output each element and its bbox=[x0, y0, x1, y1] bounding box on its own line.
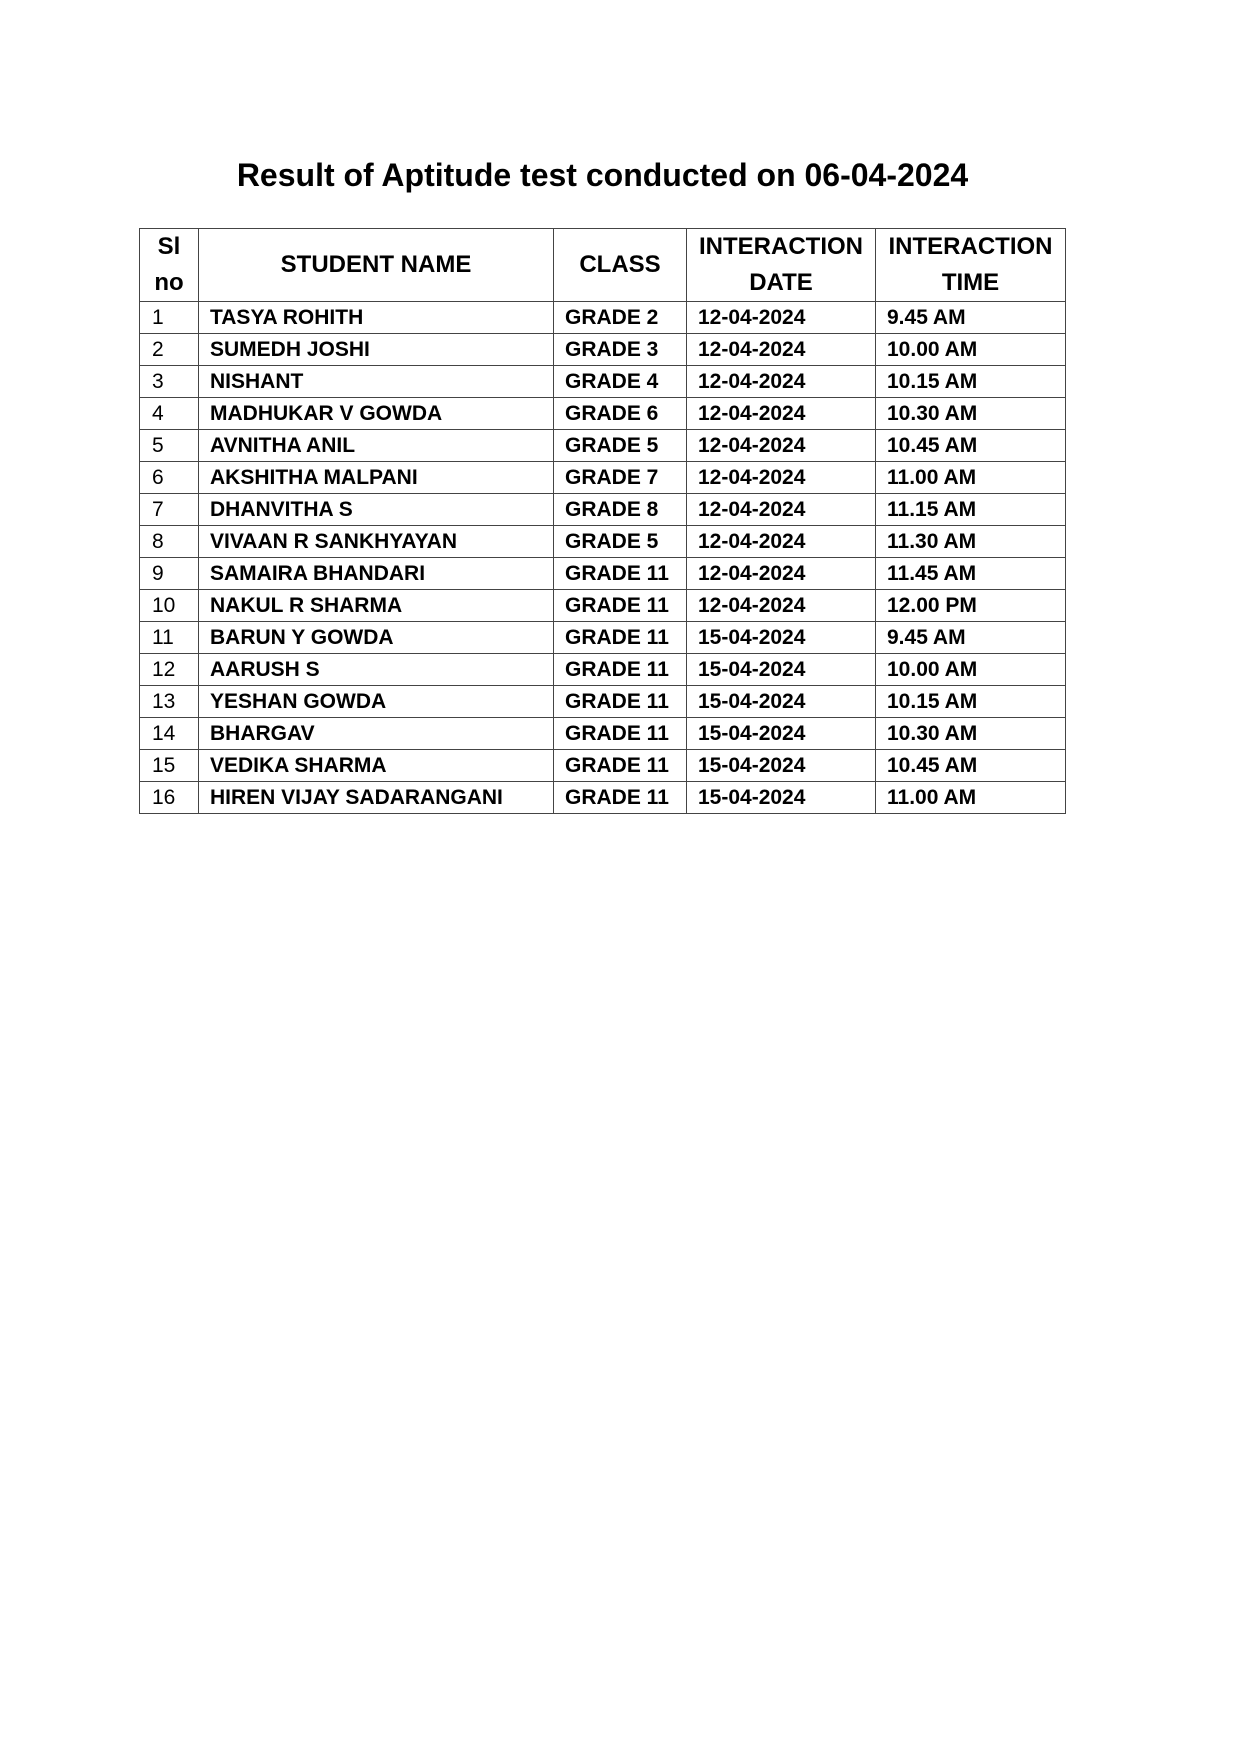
cell-class: GRADE 3 bbox=[554, 334, 687, 366]
cell-interaction-time: 9.45 AM bbox=[876, 622, 1066, 654]
cell-interaction-time: 10.45 AM bbox=[876, 430, 1066, 462]
cell-interaction-date: 15-04-2024 bbox=[687, 718, 876, 750]
header-interaction-date bbox=[687, 229, 876, 302]
cell-sl-no: 5 bbox=[140, 430, 199, 462]
cell-class: GRADE 7 bbox=[554, 462, 687, 494]
cell-sl-no: 12 bbox=[140, 654, 199, 686]
table-row bbox=[140, 462, 1066, 494]
cell-sl-no: 16 bbox=[140, 782, 199, 814]
cell-sl-no: 8 bbox=[140, 526, 199, 558]
cell-student-name: BHARGAV bbox=[199, 718, 554, 750]
cell-sl-no: 1 bbox=[140, 302, 199, 334]
table-row bbox=[140, 686, 1066, 718]
cell-sl-no: 4 bbox=[140, 398, 199, 430]
table-row bbox=[140, 494, 1066, 526]
table-row bbox=[140, 334, 1066, 366]
cell-class: GRADE 11 bbox=[554, 782, 687, 814]
cell-interaction-date: 12-04-2024 bbox=[687, 526, 876, 558]
table-row bbox=[140, 430, 1066, 462]
cell-class: GRADE 8 bbox=[554, 494, 687, 526]
cell-sl-no: 2 bbox=[140, 334, 199, 366]
cell-interaction-time: 10.15 AM bbox=[876, 366, 1066, 398]
cell-class: GRADE 11 bbox=[554, 750, 687, 782]
header-sl-no bbox=[140, 229, 199, 302]
cell-interaction-time: 10.30 AM bbox=[876, 718, 1066, 750]
table-row bbox=[140, 622, 1066, 654]
cell-class: GRADE 11 bbox=[554, 558, 687, 590]
cell-interaction-date: 15-04-2024 bbox=[687, 654, 876, 686]
cell-class: GRADE 6 bbox=[554, 398, 687, 430]
cell-interaction-date: 12-04-2024 bbox=[687, 302, 876, 334]
table-row bbox=[140, 526, 1066, 558]
cell-student-name: MADHUKAR V GOWDA bbox=[199, 398, 554, 430]
cell-student-name: TASYA ROHITH bbox=[199, 302, 554, 334]
table-row bbox=[140, 302, 1066, 334]
cell-interaction-date: 12-04-2024 bbox=[687, 366, 876, 398]
cell-class: GRADE 5 bbox=[554, 430, 687, 462]
cell-interaction-date: 12-04-2024 bbox=[687, 494, 876, 526]
cell-interaction-date: 15-04-2024 bbox=[687, 686, 876, 718]
cell-class: GRADE 11 bbox=[554, 686, 687, 718]
cell-student-name: NISHANT bbox=[199, 366, 554, 398]
cell-sl-no: 15 bbox=[140, 750, 199, 782]
header-interaction-time bbox=[876, 229, 1066, 302]
cell-class: GRADE 11 bbox=[554, 590, 687, 622]
cell-interaction-time: 10.30 AM bbox=[876, 398, 1066, 430]
cell-interaction-time: 11.15 AM bbox=[876, 494, 1066, 526]
cell-interaction-date: 12-04-2024 bbox=[687, 462, 876, 494]
table-row bbox=[140, 750, 1066, 782]
cell-interaction-date: 12-04-2024 bbox=[687, 558, 876, 590]
cell-student-name: VIVAAN R SANKHYAYAN bbox=[199, 526, 554, 558]
header-student-name: STUDENT NAME bbox=[199, 229, 554, 302]
cell-student-name: AVNITHA ANIL bbox=[199, 430, 554, 462]
cell-student-name: SUMEDH JOSHI bbox=[199, 334, 554, 366]
cell-sl-no: 14 bbox=[140, 718, 199, 750]
table-row bbox=[140, 782, 1066, 814]
cell-interaction-time: 11.30 AM bbox=[876, 526, 1066, 558]
cell-interaction-time: 10.00 AM bbox=[876, 334, 1066, 366]
cell-sl-no: 3 bbox=[140, 366, 199, 398]
table-header-row bbox=[140, 229, 1066, 302]
cell-student-name: AARUSH S bbox=[199, 654, 554, 686]
header-date-line2: DATE bbox=[749, 269, 813, 296]
cell-student-name: NAKUL R SHARMA bbox=[199, 590, 554, 622]
cell-interaction-time: 10.45 AM bbox=[876, 750, 1066, 782]
table-row bbox=[140, 590, 1066, 622]
cell-interaction-date: 15-04-2024 bbox=[687, 622, 876, 654]
table-row bbox=[140, 366, 1066, 398]
table-row bbox=[140, 718, 1066, 750]
cell-interaction-date: 15-04-2024 bbox=[687, 750, 876, 782]
cell-interaction-time: 11.00 AM bbox=[876, 782, 1066, 814]
cell-class: GRADE 4 bbox=[554, 366, 687, 398]
cell-interaction-time: 9.45 AM bbox=[876, 302, 1066, 334]
cell-sl-no: 13 bbox=[140, 686, 199, 718]
cell-interaction-date: 12-04-2024 bbox=[687, 590, 876, 622]
header-sl-line1: Sl bbox=[157, 233, 181, 260]
header-sl-line2: no bbox=[154, 269, 184, 296]
header-time-line1: INTERACTION bbox=[888, 233, 1053, 260]
cell-student-name: BARUN Y GOWDA bbox=[199, 622, 554, 654]
cell-interaction-time: 10.15 AM bbox=[876, 686, 1066, 718]
header-date-line1: INTERACTION bbox=[699, 233, 863, 260]
cell-interaction-time: 12.00 PM bbox=[876, 590, 1066, 622]
cell-interaction-time: 10.00 AM bbox=[876, 654, 1066, 686]
table-row bbox=[140, 654, 1066, 686]
results-table bbox=[139, 228, 1066, 814]
cell-interaction-date: 12-04-2024 bbox=[687, 430, 876, 462]
cell-student-name: HIREN VIJAY SADARANGANI bbox=[199, 782, 554, 814]
cell-sl-no: 7 bbox=[140, 494, 199, 526]
cell-sl-no: 9 bbox=[140, 558, 199, 590]
cell-student-name: AKSHITHA MALPANI bbox=[199, 462, 554, 494]
cell-interaction-date: 15-04-2024 bbox=[687, 782, 876, 814]
cell-interaction-date: 12-04-2024 bbox=[687, 398, 876, 430]
cell-student-name: DHANVITHA S bbox=[199, 494, 554, 526]
cell-class: GRADE 11 bbox=[554, 654, 687, 686]
cell-interaction-date: 12-04-2024 bbox=[687, 334, 876, 366]
header-class: CLASS bbox=[554, 229, 687, 302]
cell-student-name: VEDIKA SHARMA bbox=[199, 750, 554, 782]
cell-sl-no: 11 bbox=[140, 622, 199, 654]
table-row bbox=[140, 398, 1066, 430]
cell-sl-no: 6 bbox=[140, 462, 199, 494]
cell-class: GRADE 11 bbox=[554, 718, 687, 750]
cell-student-name: YESHAN GOWDA bbox=[199, 686, 554, 718]
header-time-line2: TIME bbox=[941, 269, 1000, 296]
cell-interaction-time: 11.00 AM bbox=[876, 462, 1066, 494]
cell-class: GRADE 5 bbox=[554, 526, 687, 558]
cell-student-name: SAMAIRA BHANDARI bbox=[199, 558, 554, 590]
cell-class: GRADE 11 bbox=[554, 622, 687, 654]
cell-sl-no: 10 bbox=[140, 590, 199, 622]
cell-class: GRADE 2 bbox=[554, 302, 687, 334]
document-title: Result of Aptitude test conducted on 06-04-2024 bbox=[236, 157, 969, 193]
cell-interaction-time: 11.45 AM bbox=[876, 558, 1066, 590]
table-row bbox=[140, 558, 1066, 590]
